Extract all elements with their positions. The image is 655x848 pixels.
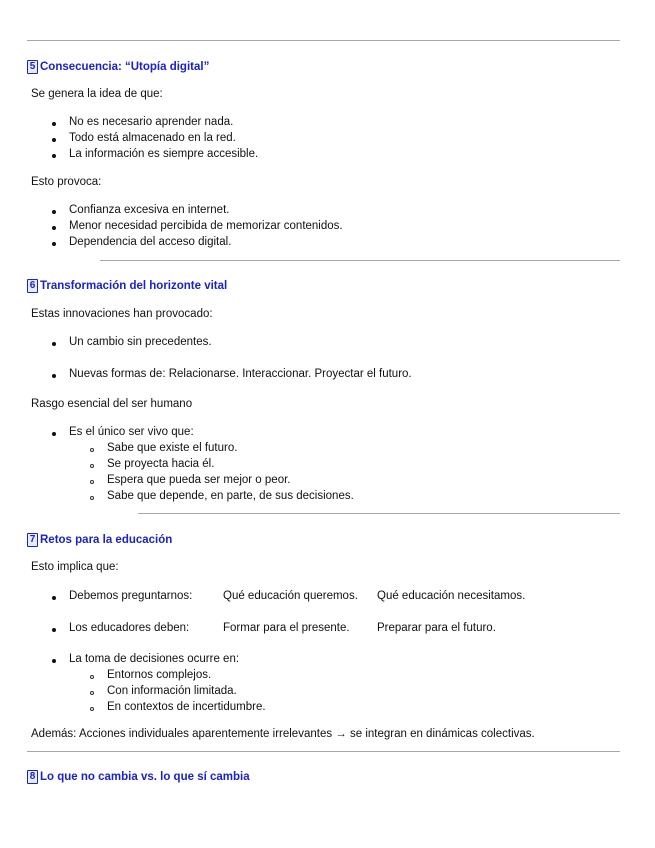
sub-list-item: Con información limitada. (107, 685, 237, 697)
list-item: Es el único ser vivo que: (69, 426, 194, 438)
sub-bullet-icon (90, 464, 94, 468)
list-item: Menor necesidad percibida de memorizar contenidos. (69, 220, 343, 232)
section-number-badge: 5 (27, 60, 38, 74)
sub-list-item: Se proyecta hacia él. (107, 458, 215, 470)
sub-list-item: Espera que pueda ser mejor o peor. (107, 474, 291, 486)
divider (100, 260, 620, 261)
list-item: Todo está almacenado en la red. (69, 132, 236, 144)
bullet-icon (52, 210, 56, 214)
paragraph: Esto provoca: (31, 176, 102, 188)
bullet-icon (52, 122, 56, 126)
bullet-icon (52, 659, 56, 663)
list-item-option: Preparar para el futuro. (377, 622, 496, 634)
bullet-icon (52, 226, 56, 230)
divider (138, 513, 620, 514)
section-title: Transformación del horizonte vital (40, 280, 228, 292)
sub-bullet-icon (90, 448, 94, 452)
sub-bullet-icon (90, 496, 94, 500)
list-item: Confianza excesiva en internet. (69, 204, 230, 216)
section-title: Consecuencia: “Utopía digital” (40, 61, 210, 73)
sub-bullet-icon (90, 675, 94, 679)
section-number-badge: 7 (27, 533, 38, 547)
divider (27, 40, 620, 41)
section-number-badge: 6 (27, 279, 38, 293)
list-item: La información es siempre accesible. (69, 148, 259, 160)
paragraph: Esto implica que: (31, 561, 119, 573)
list-item: La toma de decisiones ocurre en: (69, 653, 240, 665)
section-5-heading (27, 60, 209, 74)
list-item: No es necesario aprender nada. (69, 116, 234, 128)
bullet-icon (52, 154, 56, 158)
sub-bullet-icon (90, 707, 94, 711)
sub-list-item: En contextos de incertidumbre. (107, 701, 266, 713)
sub-list-item: Sabe que existe el futuro. (107, 442, 238, 454)
bullet-icon (52, 628, 56, 632)
note-paragraph: Además: Acciones individuales aparentemente irrelevantes → se integran en dinámicas colectivas. (31, 728, 535, 740)
bullet-icon (52, 242, 56, 246)
list-item: Un cambio sin precedentes. (69, 336, 212, 348)
bullet-icon (52, 596, 56, 600)
section-8-heading (27, 770, 250, 784)
list-item-option: Qué educación queremos. (223, 590, 358, 602)
sub-list-item: Entornos complejos. (107, 669, 212, 681)
section-title: Lo que no cambia vs. lo que sí cambia (40, 771, 250, 783)
paragraph: Rasgo esencial del ser humano (31, 398, 193, 410)
bullet-icon (52, 432, 56, 436)
section-7-heading (27, 533, 172, 547)
section-number-badge: 8 (27, 770, 38, 784)
bullet-icon (52, 374, 56, 378)
paragraph: Se genera la idea de que: (31, 88, 163, 100)
list-item-option: Qué educación necesitamos. (377, 590, 526, 602)
sub-list-item: Sabe que depende, en parte, de sus decisiones. (107, 490, 354, 502)
list-item: Nuevas formas de: Relacionarse. Interaccionar. Proyectar el futuro. (69, 368, 412, 380)
sub-bullet-icon (90, 480, 94, 484)
bullet-icon (52, 342, 56, 346)
list-item: Dependencia del acceso digital. (69, 236, 232, 248)
section-title: Retos para la educación (40, 534, 173, 546)
section-6-heading (27, 279, 227, 293)
sub-bullet-icon (90, 691, 94, 695)
list-item-label: Debemos preguntarnos: (69, 590, 193, 602)
list-item-option: Formar para el presente. (223, 622, 350, 634)
list-item-label: Los educadores deben: (69, 622, 190, 634)
bullet-icon (52, 138, 56, 142)
divider (27, 751, 620, 752)
paragraph: Estas innovaciones han provocado: (31, 308, 213, 320)
